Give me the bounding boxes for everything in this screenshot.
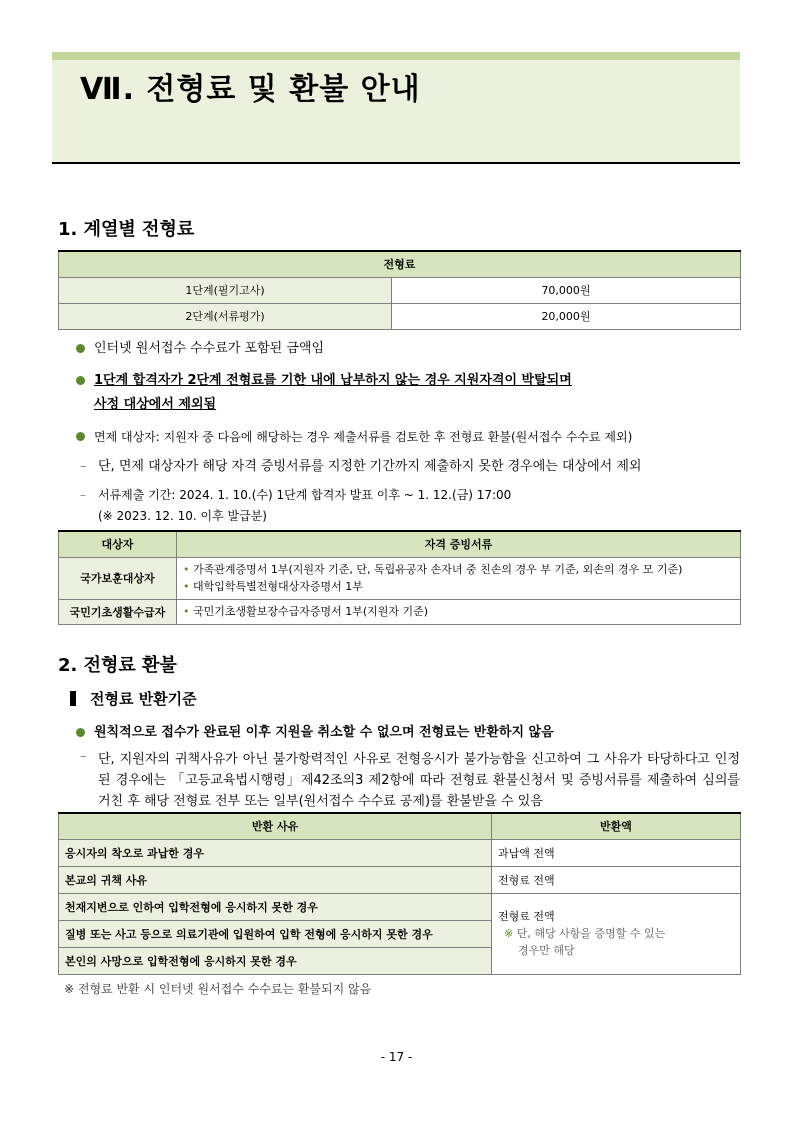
fee-label: 2단계(서류평가) bbox=[59, 303, 392, 329]
header-divider bbox=[52, 162, 740, 164]
bullet-text: 인터넷 원서접수 수수료가 포함된 금액임 bbox=[94, 341, 325, 356]
page-number: - 17 - bbox=[380, 1050, 413, 1064]
exempt-doc-item: • 가족관계증명서 1부(지원자 기준, 단, 독립유공자 손자녀 중 친손의 경우 부 기준, 외손의 경우 모 기준) bbox=[183, 561, 734, 578]
refund-reason: 본인의 사망으로 입학전형에 응시하지 못한 경우 bbox=[59, 947, 492, 974]
refund-merged-amount bbox=[492, 893, 741, 974]
subheading-text: 전형료 반환기준 bbox=[90, 690, 197, 708]
bullet-text: 면제 대상자: 지원자 중 다음에 해당하는 경우 제출서류를 검토한 후 전형료 환불(원서접수 수수료 제외) bbox=[94, 430, 633, 444]
bullet-dot-icon bbox=[76, 376, 85, 385]
fee-value: 20,000원 bbox=[392, 303, 741, 329]
fee-table-header: 전형료 bbox=[59, 251, 741, 277]
refund-reason: 천재지변으로 인하여 입학전형에 응시하지 못한 경우 bbox=[59, 893, 492, 920]
dash-text: 서류제출 기간: 2024. 1. 10.(수) 1단계 합격자 발표 이후 ~ 1. 12.(금) 17:00 bbox=[98, 488, 512, 502]
chapter-title: Ⅶ. 전형료 및 환불 안내 bbox=[80, 72, 421, 107]
reference-mark-icon: ※ bbox=[504, 927, 514, 940]
refund-reason: 질병 또는 사고 등으로 의료기관에 입원하여 입학 전형에 응시하지 못한 경우 bbox=[59, 920, 492, 947]
bullet-dot-icon bbox=[76, 728, 85, 737]
bullet-text: 원칙적으로 접수가 완료된 이후 지원을 취소할 수 없으며 전형료는 반환하지 않음 bbox=[94, 725, 554, 740]
refund-col-amount: 반환액 bbox=[492, 813, 741, 839]
exemption-table bbox=[58, 530, 741, 625]
header-accent-bar bbox=[52, 52, 740, 60]
table-row bbox=[59, 839, 741, 866]
refund-note bbox=[498, 925, 734, 942]
table-row bbox=[59, 557, 741, 599]
bullet-text: 사정 대상에서 제외됨 bbox=[94, 397, 217, 412]
bullet-dot-icon bbox=[76, 344, 85, 353]
exempt-docs bbox=[177, 599, 741, 624]
refund-note-line: 경우만 해당 bbox=[518, 944, 575, 957]
table-row bbox=[59, 893, 741, 920]
refund-amount: 전형료 전액 bbox=[492, 866, 741, 893]
fee-label: 1단계(필기고사) bbox=[59, 277, 392, 303]
refund-reason: 본교의 귀책 사유 bbox=[59, 866, 492, 893]
exempt-col-target: 대상자 bbox=[59, 531, 177, 557]
refund-amount: 전형료 전액 bbox=[498, 910, 555, 923]
refund-reason: 응시자의 착오로 과납한 경우 bbox=[59, 839, 492, 866]
exempt-doc-item: • 국민기초생활보장수급자증명서 1부(지원자 기준) bbox=[183, 603, 734, 620]
section1-heading: 1. 계열별 전형료 bbox=[58, 219, 195, 240]
refund-col-reason: 반환 사유 bbox=[59, 813, 492, 839]
fee-table bbox=[58, 250, 741, 330]
exempt-target: 국민기초생활수급자 bbox=[59, 599, 177, 624]
dash-icon: – bbox=[80, 488, 86, 502]
bullet-dot-icon bbox=[76, 432, 85, 441]
subheading-bar-icon bbox=[70, 691, 76, 706]
section2-heading: 2. 전형료 환불 bbox=[58, 655, 177, 676]
dash-icon: – bbox=[80, 749, 87, 764]
footnote: ※ 전형료 반환 시 인터넷 원서접수 수수료는 환불되지 않음 bbox=[64, 982, 372, 996]
table-row bbox=[59, 303, 741, 329]
bullet-text: 1단계 합격자가 2단계 전형료를 기한 내에 납부하지 않는 경우 지원자격이 박탈되며 bbox=[94, 373, 572, 388]
exempt-doc-item: • 대학입학특별전형대상자증명서 1부 bbox=[183, 578, 734, 595]
fee-value: 70,000원 bbox=[392, 277, 741, 303]
dash-text: (※ 2023. 12. 10. 이후 발급분) bbox=[98, 509, 267, 523]
table-row bbox=[59, 599, 741, 624]
dash-text: 단, 면제 대상자가 해당 자격 증빙서류를 지정한 기간까지 제출하지 못한 경우에는 대상에서 제외 bbox=[98, 459, 642, 474]
table-row bbox=[59, 277, 741, 303]
refund-table bbox=[58, 812, 741, 975]
exempt-target: 국가보훈대상자 bbox=[59, 557, 177, 599]
exempt-docs bbox=[177, 557, 741, 599]
refund-note-line: 단, 해당 사항을 증명할 수 있는 bbox=[516, 927, 666, 940]
refund-paragraph: 단, 지원자의 귀책사유가 아닌 불가항력적인 사유로 전형응시가 불가능함을 신고하여 그 사유가 타당하다고 인정된 경우에는 「고등교육법시행령」제42조의3 제2항에 따라 전형료 환불신청서 및 증빙서류를 제출하여 심의를 거친 후 해당 전형료 전부 또는 일부(원서접수 수수료 공제)를 환불받을 수 있음 bbox=[98, 752, 740, 809]
chapter-header bbox=[52, 52, 740, 164]
exempt-col-docs: 자격 증빙서류 bbox=[177, 531, 741, 557]
dash-icon: – bbox=[80, 459, 87, 474]
table-row bbox=[59, 866, 741, 893]
refund-amount: 과납액 전액 bbox=[492, 839, 741, 866]
